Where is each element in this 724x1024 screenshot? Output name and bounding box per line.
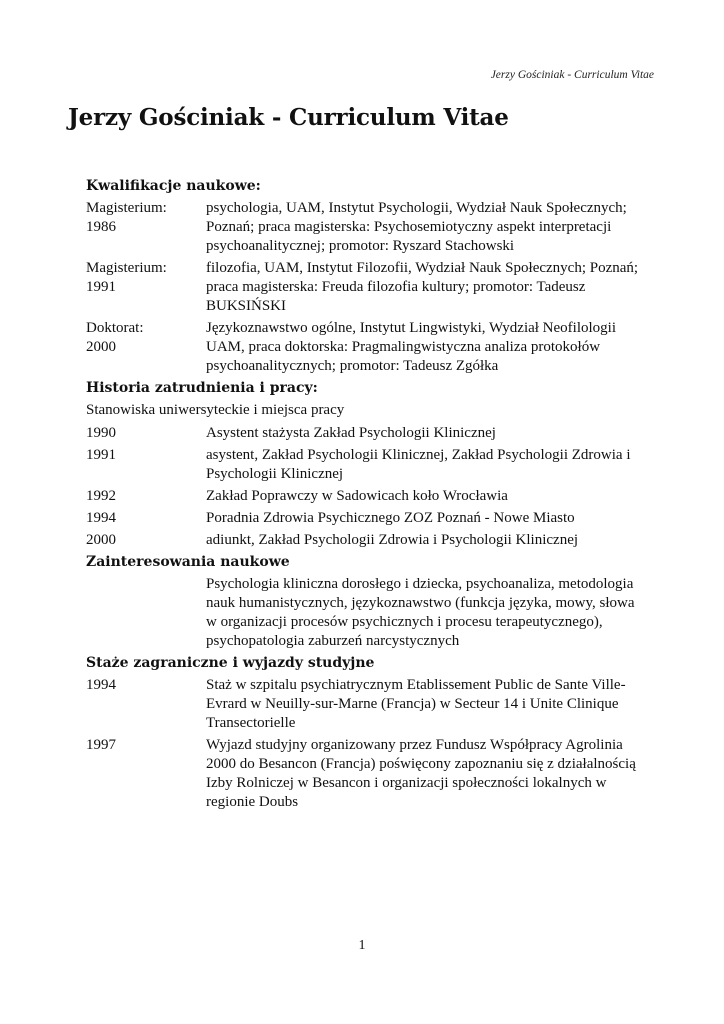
internships-section bbox=[86, 654, 642, 812]
employment-heading: Historia zatrudnienia i pracy: bbox=[86, 380, 318, 396]
internship-entry bbox=[86, 676, 642, 733]
qualifications-section bbox=[86, 177, 642, 376]
employment-text: adiunkt, Zakład Psychologii Zdrowia i Psychologii Klinicznej bbox=[206, 532, 579, 548]
qualification-text: Językoznawstwo ogólne, Instytut Lingwistyki, Wydział Neofilologii UAM, praca doktorska: Pragmalingwistyczna analiza protokołów psychoanalitycznych; promotor: Tadeusz Zgółka bbox=[206, 320, 617, 374]
employment-entry bbox=[86, 509, 642, 528]
employment-entry bbox=[86, 487, 642, 506]
interests-entry bbox=[86, 575, 642, 651]
qualification-year: 2000 bbox=[86, 339, 116, 355]
employment-year: 1992 bbox=[86, 488, 116, 504]
internships-heading: Staże zagraniczne i wyjazdy studyjne bbox=[86, 655, 375, 671]
interests-text: Psychologia kliniczna dorosłego i dziecka, psychoanaliza, metodologia nauk humanistycznych, językoznawstwo (funkcja języka, mowy, słowa w organizacji procesów psychicznych i procesu terapeutycznego), psychopatologia zaburzeń narcystycznych bbox=[206, 576, 635, 649]
internship-entry bbox=[86, 736, 642, 812]
qualification-label: Doktorat: bbox=[86, 320, 144, 336]
employment-entry bbox=[86, 446, 642, 484]
employment-text: Asystent stażysta Zakład Psychologii Klinicznej bbox=[206, 425, 496, 441]
qualification-label: Magisterium: bbox=[86, 200, 167, 216]
employment-text: Zakład Poprawczy w Sadowicach koło Wrocławia bbox=[206, 488, 508, 504]
employment-subheading: Stanowiska uniwersyteckie i miejsca pracy bbox=[86, 402, 345, 418]
qualifications-heading: Kwalifikacje naukowe: bbox=[86, 178, 261, 194]
qualification-text: filozofia, UAM, Instytut Filozofii, Wydział Nauk Społecznych; Poznań; praca magisterska: Freuda filozofia kultury; promotor: Tadeusz BUKSIŃSKI bbox=[206, 260, 639, 314]
qualification-text: psychologia, UAM, Instytut Psychologii, Wydział Nauk Społecznych; Poznań; praca magisterska: Psychosemiotyczny aspekt interpretacji psychoanalitycznej; promotor: Ryszard Stachowski bbox=[206, 200, 627, 254]
page-number: 1 bbox=[358, 938, 366, 953]
interests-section bbox=[86, 553, 642, 651]
qualification-entry bbox=[86, 259, 642, 316]
qualification-entry bbox=[86, 199, 642, 256]
employment-section bbox=[86, 379, 642, 550]
qualification-entry bbox=[86, 319, 642, 376]
employment-text: Poradnia Zdrowia Psychicznego ZOZ Poznań - Nowe Miasto bbox=[206, 510, 575, 526]
internship-text: Wyjazd studyjny organizowany przez Fundusz Współpracy Agrolinia 2000 do Besancon (Francja) poświęcony zapoznaniu się z działalnością Izby Rolniczej w Besancon i organizacji społeczności lokalnych w regionie Doubs bbox=[206, 737, 636, 810]
employment-year: 2000 bbox=[86, 532, 116, 548]
internship-year: 1997 bbox=[86, 737, 116, 753]
employment-text: asystent, Zakład Psychologii Klinicznej, Zakład Psychologii Zdrowia i Psychologii Klinicznej bbox=[206, 447, 631, 482]
internship-text: Staż w szpitalu psychiatrycznym Etablissement Public de Sante Ville-Evrard w Neuilly-sur-Marne (Francja) w Secteur 14 i Unite Clinique Transectorielle bbox=[206, 677, 626, 731]
qualification-label: Magisterium: bbox=[86, 260, 167, 276]
employment-year: 1990 bbox=[86, 425, 116, 441]
qualification-year: 1986 bbox=[86, 219, 116, 235]
employment-year: 1994 bbox=[86, 510, 116, 526]
employment-year: 1991 bbox=[86, 447, 116, 463]
internship-year: 1994 bbox=[86, 677, 116, 693]
qualification-year: 1991 bbox=[86, 279, 116, 295]
employment-entry bbox=[86, 531, 642, 550]
interests-heading: Zainteresowania naukowe bbox=[86, 554, 290, 570]
running-header: Jerzy Gościniak - Curriculum Vitae bbox=[490, 69, 654, 81]
employment-entry bbox=[86, 424, 642, 443]
document-title: Jerzy Gościniak - Curriculum Vitae bbox=[68, 104, 509, 131]
cv-content bbox=[86, 177, 642, 815]
